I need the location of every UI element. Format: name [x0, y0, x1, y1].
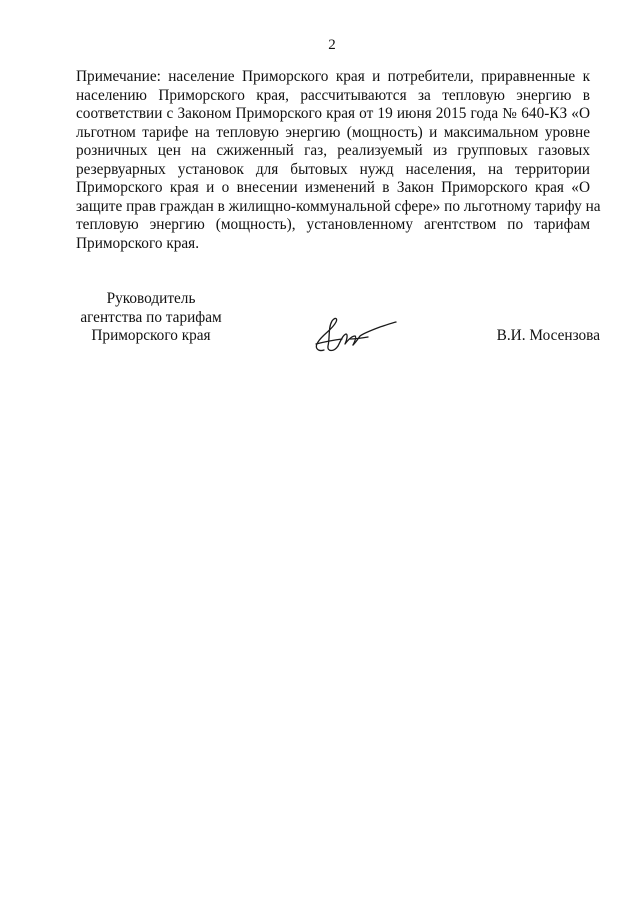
handwritten-signature	[310, 312, 400, 356]
signer-position	[70, 290, 232, 346]
note-line: Приморского края и о внесении изменений в Закон Приморского края «О	[76, 179, 590, 196]
note-line: Примечание: население Приморского края и потребители, приравненные к	[76, 68, 590, 85]
note-line: защите прав граждан в жилищно-коммунальной сфере» по льготному тарифу на	[76, 197, 601, 215]
note-paragraph	[76, 68, 601, 253]
note-line: Приморского края.	[76, 234, 200, 252]
note-line: соответствии с Законом Приморского края от 19 июня 2015 года № 640-КЗ «О	[76, 105, 590, 122]
note-line: льготном тарифе на тепловую энергию (мощность) и максимальном уровне	[76, 123, 590, 141]
page-number: 2	[328, 37, 336, 53]
signer-position-line: агентства по тарифам	[80, 308, 222, 326]
note-line: населению Приморского края, рассчитываются за тепловую энергию в	[76, 86, 590, 104]
signature-block	[70, 290, 600, 370]
signer-position-line: Приморского края	[91, 327, 211, 344]
note-line: розничных цен на сжиженный газ, реализуемый из групповых газовых	[76, 142, 590, 159]
note-line: резервуарных установок для бытовых нужд населения, на территории	[76, 160, 590, 178]
signer-position-line: Руководитель	[106, 290, 196, 307]
note-line: тепловую энергию (мощность), установленному агентством по тарифам	[76, 216, 590, 233]
signer-name: В.И. Мосензова	[496, 327, 600, 344]
